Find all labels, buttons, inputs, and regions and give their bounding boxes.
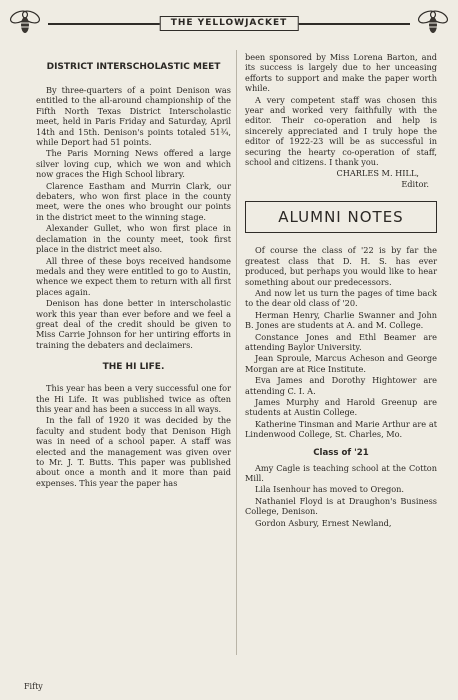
article-paragraph: In the fall of 1920 it was decided by the faculty and student body that Denison High was in need of a school paper. A staff was elected and the management was given over to Mr. J. T. Butts. This paper was published about once a month and it more than paid expenses. This year the paper has <box>36 415 231 488</box>
alumni-paragraph: And now let us turn the pages of time back to the dear old class of '20. <box>245 287 437 309</box>
alumni-paragraph: Of course the class of '22 is by far the greatest class that D. H. S. has ever produced, but perhaps you would like to hear something about our predecessors. <box>245 245 437 287</box>
header-title: THE YELLOWJACKET <box>160 16 299 31</box>
article-paragraph: Denison has done better in interscholastic work this year than ever before and we feel a great deal of the credit should be given to Miss Carrie Johnson for her untiring efforts in training the debaters and declaimers. <box>36 298 231 350</box>
alumni-paragraph: Herman Henry, Charlie Swanner and John B. Jones are students at A. and M. College. <box>245 309 437 331</box>
article-paragraph: All three of these boys received handsome medals and they were entitled to go to Austin, whence we expect them to return with all first places again. <box>36 255 231 297</box>
article-paragraph: This year has been a very successful one for the Hi Life. It was published twice as often this year and has been a success in all ways. <box>36 383 231 414</box>
article-paragraph: A very competent staff was chosen this year and worked very faithfully with the editor. Their co-operation and help is sincerely appreciated and I truly hope the editor of 1922-23 will be as successful in securing the hearty co-operation of staff, school and citizens. I thank you. <box>245 94 437 168</box>
page-header <box>8 14 450 36</box>
bee-icon <box>416 8 450 38</box>
article-paragraph: By three-quarters of a point Denison was entitled to the all-around championship of the Fifth North Texas District Interscholastic meet, held in Paris Friday and Saturday, April 14th and 15th. Denison's points totaled 51¾, while Deport had 51 points. <box>36 85 231 148</box>
alumni-paragraph: Nathaniel Floyd is at Draughon's Business College, Denison. <box>245 495 437 517</box>
alumni-paragraph: Jean Sproule, Marcus Acheson and George Morgan are at Rice Institute. <box>245 353 437 374</box>
alumni-paragraph: Gordon Asbury, Ernest Newland, <box>255 517 392 528</box>
alumni-paragraph: James Murphy and Harold Greenup are students at Austin College. <box>245 396 437 418</box>
column-divider <box>236 50 237 655</box>
alumni-paragraph: Amy Cagle is teaching school at the Cotton Mill. <box>245 462 437 483</box>
right-column <box>245 52 437 529</box>
article-paragraph: been sponsored by Miss Lorena Barton, and its success is largely due to her unceasing efforts to support and make the paper worth while. <box>245 52 437 94</box>
left-column <box>36 62 231 489</box>
alumni-paragraph: Katherine Tinsman and Marie Arthur are at Lindenwood College, St. Charles, Mo. <box>245 418 437 440</box>
class-21-heading: Class of '21 <box>313 447 369 458</box>
page-number: Fifty <box>24 682 43 691</box>
alumni-paragraph: Constance Jones and Ethl Beamer are attending Baylor University. <box>245 331 437 352</box>
signature-title: Editor. <box>401 178 429 189</box>
article-paragraph: Alexander Gullet, who won first place in declamation in the county meet, took first place in the district meet also. <box>36 223 231 255</box>
signature-name: CHARLES M. HILL, <box>336 168 419 179</box>
bee-icon <box>8 8 42 38</box>
alumni-paragraph: Lila Isenhour has moved to Oregon. <box>255 484 405 495</box>
alumni-notes-title: ALUMNI NOTES <box>245 201 437 233</box>
article-paragraph: The Paris Morning News offered a large silver loving cup, which we won and which now graces the High School library. <box>36 148 231 180</box>
article-paragraph: Clarence Eastham and Murrin Clark, our debaters, who won first place in the county meet, were the ones who brought our points in the district meet to the winning stage. <box>36 180 231 222</box>
district-meet-heading: DISTRICT INTERSCHOLASTIC MEET <box>46 62 221 72</box>
hi-life-heading: THE HI LIFE. <box>102 362 165 373</box>
alumni-paragraph: Eva James and Dorothy Hightower are attending C. I. A. <box>245 375 437 396</box>
